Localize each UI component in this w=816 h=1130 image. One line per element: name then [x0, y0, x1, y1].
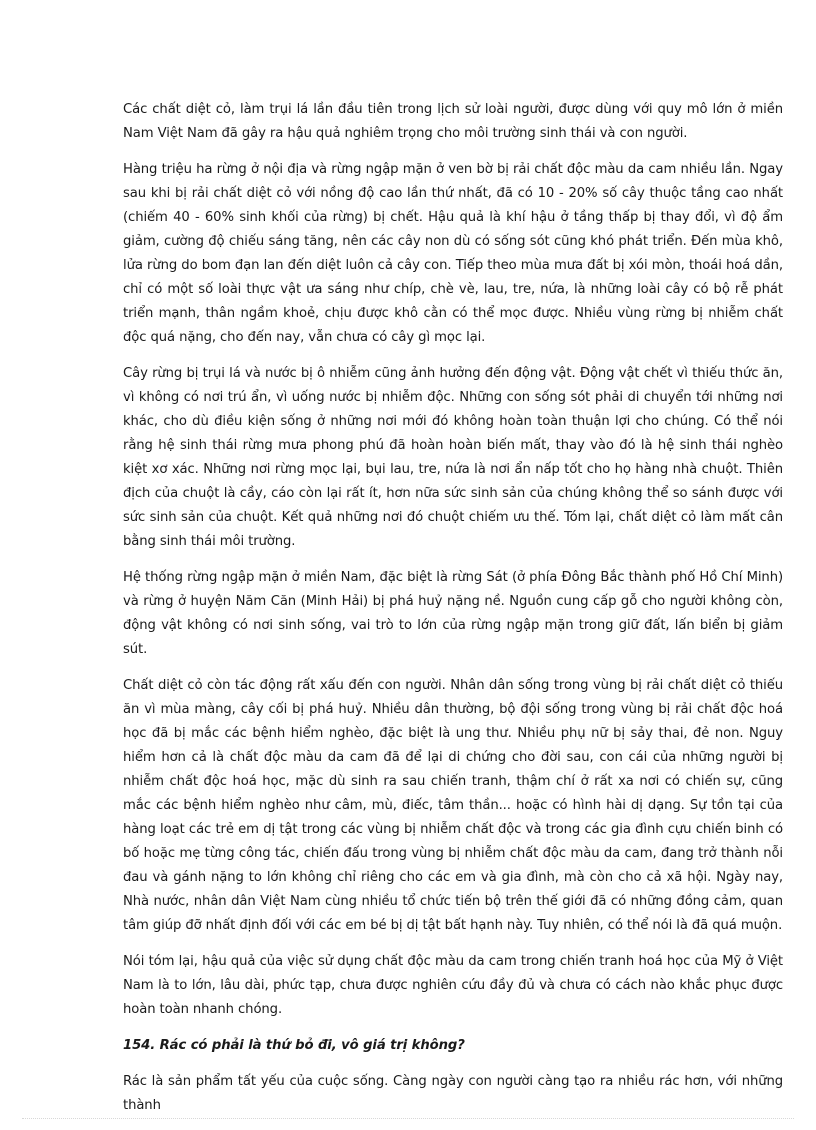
page-bottom-divider — [22, 1118, 794, 1119]
paragraph: Cây rừng bị trụi lá và nước bị ô nhiễm cũng ảnh hưởng đến động vật. Động vật chết vì thiếu thức ăn, vì không có nơi trú ẩn, vì uống nước bị nhiễm độc. Những con sống sót phải di chuyển tới những nơi khác, cho dù điều kiện sống ở những nơi mới đó không hoàn toàn thuận lợi cho chúng. Có thể nói rằng hệ sinh thái rừng mưa phong phú đã hoàn hoàn biến mất, thay vào đó là hệ sinh thái nghèo kiệt xơ xác. Những nơi rừng mọc lại, bụi lau, tre, nứa là nơi ẩn nấp tốt cho họ hàng nhà chuột. Thiên địch của chuột là cầy, cáo còn lại rất ít, hơn nữa sức sinh sản của chúng không thể so sánh được với sức sinh sản của chuột. Kết quả những nơi đó chuột chiếm ưu thế. Tóm lại, chất diệt cỏ làm mất cân bằng sinh thái môi trường. — [123, 366, 783, 549]
document-body — [123, 98, 783, 1130]
paragraph: Chất diệt cỏ còn tác động rất xấu đến con người. Nhân dân sống trong vùng bị rải chất diệt cỏ thiếu ăn vì mùa màng, cây cối bị phá huỷ. Nhiều dân thường, bộ đội sống trong vùng bị rải chất độc hoá học đã bị mắc các bệnh hiểm nghèo, đặc biệt là ung thư. Nhiều phụ nữ bị sảy thai, đẻ non. Nguy hiểm hơn cả là chất độc màu da cam đã để lại di chứng cho đời sau, con cái của những người bị nhiễm chất độc hoá học, mặc dù sinh ra sau chiến tranh, thậm chí ở rất xa nơi có chiến sự, cũng mắc các bệnh hiểm nghèo như câm, mù, điếc, tâm thần... hoặc có hình hài dị dạng. Sự tồn tại của hàng loạt các trẻ em dị tật trong các vùng bị nhiễm chất độc và trong các gia đình cựu chiến binh có bố hoặc mẹ từng công tác, chiến đấu trong vùng bị nhiễm chất độc màu da cam, đang trở thành nỗi đau và gánh nặng to lớn không chỉ riêng cho các em và gia đình, mà còn cho cả xã hội. Ngày nay, Nhà nước, nhân dân Việt Nam cùng nhiều tổ chức tiến bộ trên thế giới đã có những đồng cảm, quan tâm giúp đỡ nhất định đối với các em bé bị dị tật bất hạnh này. Tuy nhiên, có thể nói là đã quá muộn. — [123, 678, 783, 933]
paragraph: Hệ thống rừng ngập mặn ở miền Nam, đặc biệt là rừng Sát (ở phía Đông Bắc thành phố Hồ Chí Minh) và rừng ở huyện Năm Căn (Minh Hải) bị phá huỷ nặng nề. Nguồn cung cấp gỗ cho người không còn, động vật không có nơi sinh sống, vai trò to lớn của rừng ngập mặn trong giữ đất, lấn biển bị giảm sút. — [123, 570, 783, 657]
paragraph: Nói tóm lại, hậu quả của việc sử dụng chất độc màu da cam trong chiến tranh hoá học của Mỹ ở Việt Nam là to lớn, lâu dài, phức tạp, chưa được nghiên cứu đầy đủ và chưa có cách nào khắc phục được hoàn toàn nhanh chóng. — [123, 954, 783, 1017]
paragraph: Hàng triệu ha rừng ở nội địa và rừng ngập mặn ở ven bờ bị rải chất độc màu da cam nhiều lần. Ngay sau khi bị rải chất diệt cỏ với nồng độ cao lần thứ nhất, đã có 10 - 20% số cây thuộc tầng cao nhất (chiếm 40 - 60% sinh khối của rừng) bị chết. Hậu quả là khí hậu ở tầng thấp bị thay đổi, vì độ ẩm giảm, cường độ chiếu sáng tăng, nên các cây non dù có sống sót cũng khó phát triển. Đến mùa khô, lửa rừng do bom đạn lan đến diệt luôn cả cây con. Tiếp theo mùa mưa đất bị xói mòn, thoái hoá dần, chỉ có một số loài thực vật ưa sáng như chíp, chè vè, lau, tre, nứa, là những loài cây có bộ rễ phát triển mạnh, thân ngầm khoẻ, chịu được khô cằn có thể mọc được. Nhiều vùng rừng bị nhiễm chất độc quá nặng, cho đến nay, vẫn chưa có cây gì mọc lại. — [123, 162, 783, 345]
section-heading: 154. Rác có phải là thứ bỏ đi, vô giá trị không? — [123, 1038, 465, 1053]
paragraph: Rác là sản phẩm tất yếu của cuộc sống. Càng ngày con người càng tạo ra nhiều rác hơn, với những thành — [123, 1074, 783, 1113]
paragraph: Các chất diệt cỏ, làm trụi lá lần đầu tiên trong lịch sử loài người, được dùng với quy mô lớn ở miền Nam Việt Nam đã gây ra hậu quả nghiêm trọng cho môi trường sinh thái và con người. — [123, 102, 783, 141]
